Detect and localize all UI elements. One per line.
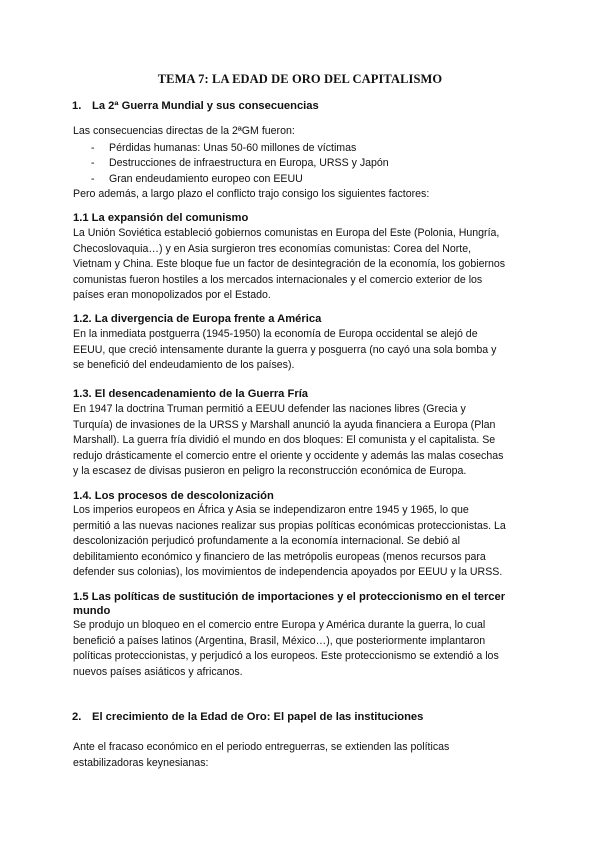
paragraph-line: se benefició del endeudamiento de los países). <box>73 359 295 372</box>
list-item <box>73 172 389 187</box>
subsection-1-3-body <box>73 402 535 480</box>
paragraph-line: Los imperios europeos en África y Asia se independizaron entre 1945 y 1965, lo que <box>73 504 469 516</box>
paragraph-line: políticas proteccionistas, y perjudicó a los europeos. Este proteccionismo se extendió a los <box>73 650 499 663</box>
paragraph-line: estabilizadoras keynesianas: <box>73 756 209 769</box>
consequences-list <box>73 141 389 187</box>
section-1-intro-text: Las consecuencias directas de la 2ªGM fueron: <box>73 125 295 137</box>
paragraph-line: En 1947 la doctrina Truman permitió a EEUU defender las naciones libres (Grecia y <box>73 403 466 415</box>
paragraph-line: Se produjo un bloqueo en el comercio entre Europa y América durante la guerra, lo cual <box>73 619 486 631</box>
subsection-1-3-heading: 1.3. El desencadenamiento de la Guerra Fría <box>73 388 309 400</box>
section-2-body <box>73 740 535 771</box>
paragraph-line: En la inmediata postguerra (1945-1950) la economía de Europa occidental se alejó de <box>73 328 478 340</box>
section-1-number: 1. <box>72 100 82 112</box>
paragraph-line: permitió a las nuevas naciones realizar sus propias políticas económicas proteccionistas. La <box>73 519 506 532</box>
paragraph-line: comunistas fueron hostiles a los mercados internacionales y el comercio exterior de los <box>73 273 483 286</box>
list-item-text: Pérdidas humanas: Unas 50-60 millones de víctimas <box>109 142 357 154</box>
paragraph-line: Turquía) de invasiones de la URSS y Marshall anunció la ayuda financiera a Europa (Plan <box>73 418 496 431</box>
section-1-after-text: Pero además, a largo plazo el conflicto trajo consigo los siguientes factores: <box>73 188 430 200</box>
section-1-heading-text: La 2ª Guerra Mundial y sus consecuencias <box>92 100 319 112</box>
paragraph-line: redujo drásticamente el comercio entre el oriente y occidente y además las malas cosechas <box>73 449 504 462</box>
section-1-intro <box>73 124 535 140</box>
subsection-1-1-body <box>73 226 535 304</box>
paragraph-line: nuevos países asiáticos y africanos. <box>73 665 243 678</box>
subsection-1-5-body <box>73 618 535 680</box>
list-item-text: Gran endeudamiento europeo con EEUU <box>109 172 303 185</box>
list-item <box>73 156 389 171</box>
section-1-heading <box>72 99 319 113</box>
list-item <box>73 141 389 156</box>
paragraph-line: benefició a países latinos (Argentina, Brasil, México…), que posteriormente implantaron <box>73 634 486 647</box>
paragraph-line: Vietnam y China. Este bloque fue un factor de desintegración de la economía, los gobiernos <box>73 258 506 271</box>
paragraph-line: defender sus colonias), los movimientos de independencia apoyados por EEUU y la URSS. <box>73 566 503 579</box>
paragraph-line: y la escasez de divisas pusieron en peligro la reconstrucción económica de Europa. <box>73 465 467 478</box>
bullet-dash: - <box>91 157 95 170</box>
subsection-1-5-heading <box>73 590 533 618</box>
bullet-dash: - <box>91 142 95 154</box>
paragraph-line: Ante el fracaso económico en el periodo entreguerras, se extienden las políticas <box>73 741 450 753</box>
bullet-dash: - <box>91 172 95 185</box>
section-1-after <box>73 187 535 203</box>
paragraph-line: Marshall). La guerra fría dividió el mundo en dos bloques: El comunista y el capitalista. Se <box>73 434 496 447</box>
paragraph-line: debilitamiento económico y financiero de las metrópolis europeas (menos recursos para <box>73 550 486 563</box>
heading-line: mundo <box>73 605 111 618</box>
section-2-heading-text: El crecimiento de la Edad de Oro: El papel de las instituciones <box>92 711 424 723</box>
subsection-1-2-body <box>73 327 535 374</box>
list-item-text: Destrucciones de infraestructura en Europa, URSS y Japón <box>109 157 389 170</box>
subsection-1-4-body <box>73 503 535 581</box>
paragraph-line: Checoslovaquia…) y en Asia surgieron tres economías comunistas: Corea del Norte, <box>73 242 472 255</box>
section-2-heading <box>72 710 424 724</box>
heading-line: 1.5 Las políticas de sustitución de importaciones y el proteccionismo en el tercer <box>73 591 506 603</box>
subsection-1-4-heading: 1.4. Los procesos de descolonización <box>73 490 274 502</box>
paragraph-line: descolonización perjudicó profundamente a la economía internacional. Se debió al <box>73 535 460 548</box>
subsection-1-2-heading: 1.2. La divergencia de Europa frente a América <box>73 313 322 325</box>
paragraph-line: países eran monopolizados por el Estado. <box>73 289 271 302</box>
paragraph-line: La Unión Soviética estableció gobiernos comunistas en Europa del Este (Polonia, Hungría, <box>73 227 500 239</box>
section-2-number: 2. <box>72 711 82 723</box>
subsection-1-1-heading: 1.1 La expansión del comunismo <box>73 212 249 224</box>
document-title: TEMA 7: LA EDAD DE ORO DEL CAPITALISMO <box>157 72 443 86</box>
paragraph-line: EEUU, que creció intensamente durante la guerra y posguerra (no cayó una sola bomba y <box>73 343 497 356</box>
